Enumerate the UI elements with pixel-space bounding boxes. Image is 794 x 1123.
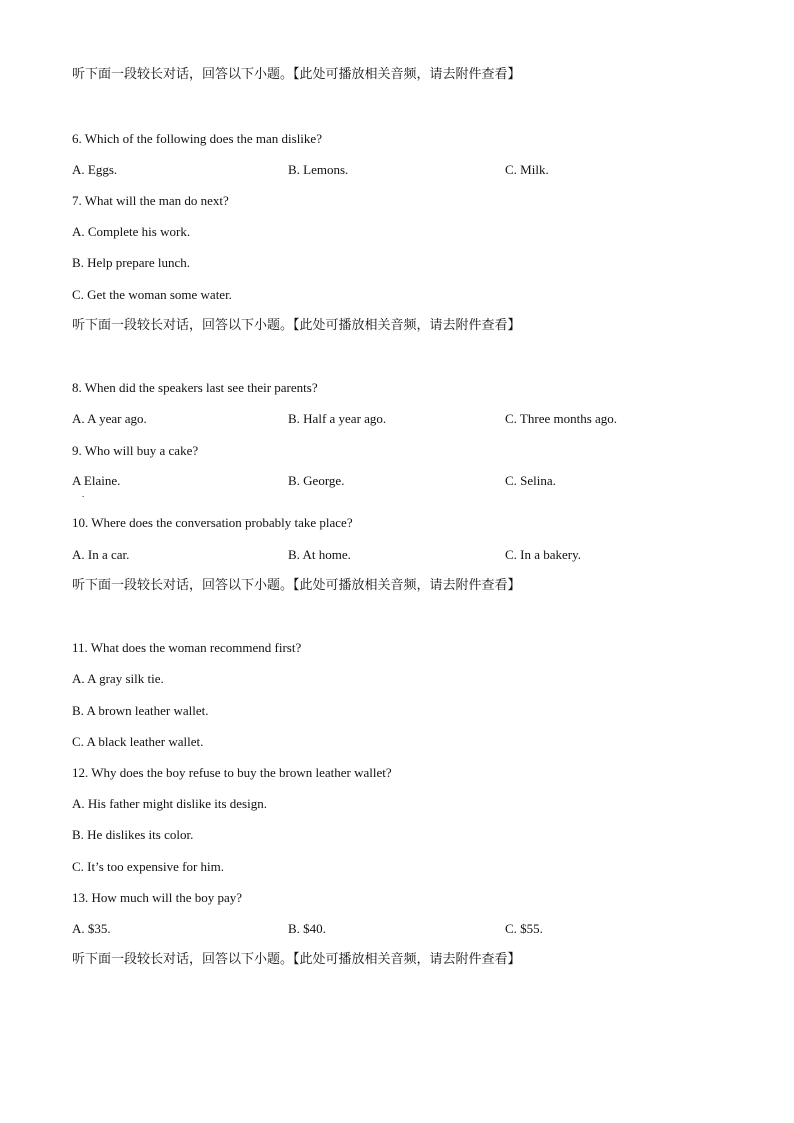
options-row: [72, 921, 772, 937]
question-stem: 7. What will the man do next?: [72, 193, 229, 208]
question-stem: 6. Which of the following does the man dislike?: [72, 131, 322, 146]
option-b: B. George.: [288, 473, 345, 488]
option-b: B. A brown leather wallet.: [72, 703, 209, 718]
question-stem: 12. Why does the boy refuse to buy the brown leather wallet?: [72, 765, 392, 780]
option-a: A. Complete his work.: [72, 224, 191, 239]
stray-dot: .: [82, 489, 85, 499]
option-c: C. $55.: [505, 921, 543, 936]
audio-instruction: 听下面一段较长对话，回答以下小题。【此处可播放相关音频，请去附件查看】: [72, 318, 521, 333]
option-a: A. A gray silk tie.: [72, 671, 164, 686]
option-a: A Elaine.: [72, 473, 121, 488]
option-a: A. His father might dislike its design.: [72, 796, 267, 811]
option-a: A. In a car.: [72, 547, 130, 562]
options-row: [72, 162, 772, 178]
options-row: [72, 473, 772, 489]
audio-instruction: 听下面一段较长对话，回答以下小题。【此处可播放相关音频，请去附件查看】: [72, 578, 521, 593]
option-b: B. At home.: [288, 547, 351, 562]
options-row: [72, 411, 772, 427]
question-stem: 11. What does the woman recommend first?: [72, 640, 302, 655]
question-stem: 9. Who will buy a cake?: [72, 443, 199, 458]
option-c: C. Milk.: [505, 162, 549, 177]
option-c: C. In a bakery.: [505, 547, 582, 562]
question-stem: 10. Where does the conversation probably take place?: [72, 515, 353, 530]
option-c: C. A black leather wallet.: [72, 734, 204, 749]
option-c: C. Get the woman some water.: [72, 287, 232, 302]
question-stem: 8. When did the speakers last see their parents?: [72, 380, 318, 395]
audio-instruction: 听下面一段较长对话，回答以下小题。【此处可播放相关音频，请去附件查看】: [72, 67, 521, 82]
option-c: C. Selina.: [505, 473, 556, 488]
option-b: B. Half a year ago.: [288, 411, 387, 426]
audio-instruction: 听下面一段较长对话，回答以下小题。【此处可播放相关音频，请去附件查看】: [72, 952, 521, 967]
option-c: C. Three months ago.: [505, 411, 618, 426]
option-c: C. It’s too expensive for him.: [72, 859, 225, 874]
option-b: B. Lemons.: [288, 162, 349, 177]
option-a: A. Eggs.: [72, 162, 118, 177]
question-stem: 13. How much will the boy pay?: [72, 890, 243, 905]
options-row: [72, 547, 772, 563]
option-b: B. He dislikes its color.: [72, 827, 194, 842]
option-a: A. A year ago.: [72, 411, 147, 426]
option-b: B. $40.: [288, 921, 326, 936]
option-a: A. $35.: [72, 921, 111, 936]
option-b: B. Help prepare lunch.: [72, 255, 191, 270]
